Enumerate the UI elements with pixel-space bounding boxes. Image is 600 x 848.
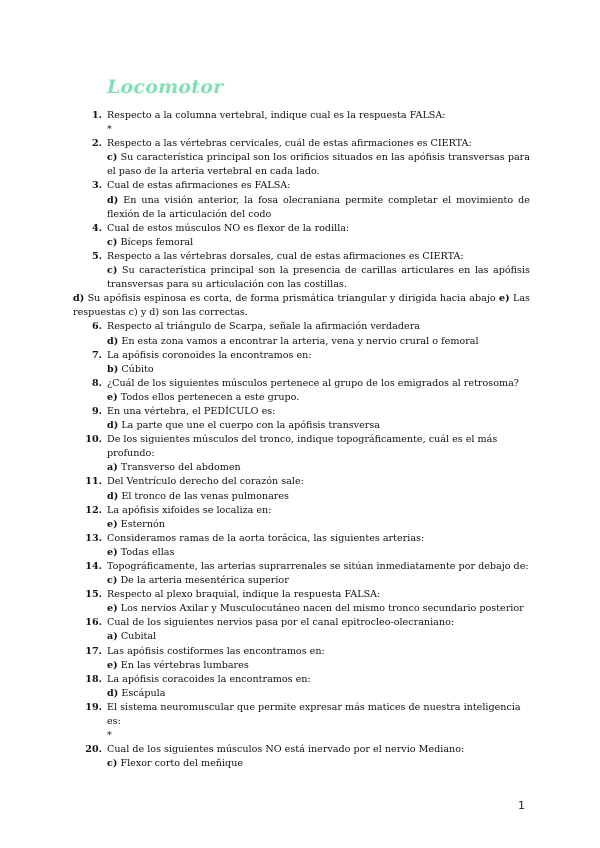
answer-letter: a) bbox=[107, 631, 118, 643]
question-item bbox=[0, 320, 600, 348]
answer bbox=[107, 687, 530, 701]
question-text: La apófisis xifoides se localiza en: bbox=[107, 504, 272, 516]
question-item bbox=[0, 532, 600, 560]
question-number: 1. bbox=[91, 110, 102, 121]
answer bbox=[107, 630, 530, 644]
answer bbox=[107, 574, 530, 588]
answer-letter: e) bbox=[107, 546, 118, 558]
answer-text: Cubital bbox=[120, 631, 157, 643]
question-text: Respecto al plexo braquial, indique la respuesta FALSA: bbox=[107, 589, 381, 601]
answer-letter: d) bbox=[107, 335, 119, 347]
answer-text: Esternón bbox=[120, 518, 165, 530]
answer-text: De la arteria mesentérica superior bbox=[120, 575, 289, 587]
question-number: 14. bbox=[85, 561, 102, 572]
question-text: Topográficamente, las arterias suprarrenales se sitúan inmediatamente por debajo de: bbox=[107, 561, 529, 572]
question-number: 7. bbox=[91, 349, 102, 361]
question-number: 4. bbox=[91, 222, 102, 234]
question-number: 17. bbox=[85, 645, 102, 657]
answer-text: * bbox=[107, 730, 112, 742]
answer-text: Su apófisis espinosa es corta, de forma prismática triangular y dirigida hacia abajo bbox=[87, 293, 496, 305]
question-text: ¿Cuál de los siguientes músculos pertenece al grupo de los emigrados al retrosoma? bbox=[107, 377, 519, 389]
question-number: 5. bbox=[91, 250, 102, 262]
question-text: Respecto a las vértebras dorsales, cual de estas afirmaciones es CIERTA: bbox=[107, 250, 464, 262]
question-item bbox=[0, 433, 600, 475]
question-number: 20. bbox=[85, 744, 102, 756]
answer-letter: c) bbox=[107, 758, 118, 770]
question-number: 8. bbox=[91, 377, 102, 389]
question-number: 16. bbox=[85, 617, 102, 629]
question-text: El sistema neuromuscular que permite expresar más matices de nuestra inteligencia es: bbox=[107, 701, 521, 728]
question-text: Cual de estos músculos NO es flexor de la rodilla: bbox=[107, 222, 350, 234]
question-number: 6. bbox=[91, 321, 102, 333]
answer-letter: c) bbox=[107, 265, 118, 277]
answer-text: * bbox=[107, 124, 112, 136]
answer-text: Su característica principal son la presencia de carillas articulares en las apófisis transversas para su articulación con las costillas. bbox=[107, 265, 530, 291]
answer-text: En las vértebras lumbares bbox=[120, 659, 249, 671]
question-text: Cual de los siguientes músculos NO está inervado por el nervio Mediano: bbox=[107, 744, 465, 756]
question-item bbox=[0, 250, 600, 320]
answer-letter: c) bbox=[107, 236, 118, 248]
answer bbox=[107, 659, 530, 673]
question-number: 10. bbox=[85, 434, 102, 446]
answer-letter: e) bbox=[107, 391, 118, 403]
question-number: 18. bbox=[85, 673, 102, 685]
answer bbox=[107, 518, 530, 532]
question-item bbox=[0, 109, 600, 137]
answer-letter: e) bbox=[107, 659, 118, 671]
question-item bbox=[0, 179, 600, 221]
question-item bbox=[0, 349, 600, 377]
answer-text: El tronco de las venas pulmonares bbox=[121, 490, 289, 502]
answer bbox=[107, 546, 530, 560]
question-item bbox=[0, 588, 600, 616]
answer-letter: b) bbox=[107, 363, 119, 375]
answer-letter: a) bbox=[107, 462, 118, 474]
question-text: Respecto a las vértebras cervicales, cuál de estas afirmaciones es CIERTA: bbox=[107, 138, 472, 150]
question-item bbox=[0, 645, 600, 673]
answer-letter: e) bbox=[498, 293, 510, 305]
answer bbox=[107, 236, 530, 250]
answer bbox=[107, 151, 530, 179]
answer bbox=[107, 602, 530, 616]
question-number: 13. bbox=[85, 532, 102, 544]
answer-text: Todos ellos pertenecen a este grupo. bbox=[120, 391, 300, 403]
question-item bbox=[0, 673, 600, 701]
question-text: Cual de estas afirmaciones es FALSA: bbox=[107, 180, 291, 192]
answer-text: La parte que une el cuerpo con la apófisis transversa bbox=[121, 420, 380, 432]
answer-letter: d) bbox=[107, 687, 119, 699]
answer bbox=[107, 461, 530, 475]
answer-letter: e) bbox=[107, 603, 118, 615]
answer bbox=[107, 490, 530, 504]
answer-letter: d) bbox=[73, 293, 85, 305]
question-item bbox=[0, 616, 600, 644]
answer-text: Bíceps femoral bbox=[120, 236, 194, 248]
answer-text: En una visión anterior, la fosa olecraniana permite completar el movimiento de flexión de la articulación del codo bbox=[107, 194, 530, 220]
answer-letter: d) bbox=[107, 490, 119, 502]
question-number: 3. bbox=[91, 180, 102, 192]
question-text: Respecto a la columna vertebral, indique cual es la respuesta FALSA: bbox=[107, 110, 446, 121]
question-text: Respecto al triángulo de Scarpa, señale la afirmación verdadera bbox=[107, 321, 421, 333]
answer-text: Las respuestas c) y d) son las correctas. bbox=[73, 293, 530, 319]
question-item bbox=[0, 137, 600, 179]
question-item bbox=[0, 222, 600, 250]
question-number: 12. bbox=[85, 504, 102, 516]
question-text: Las apófisis costiformes las encontramos en: bbox=[107, 645, 325, 657]
question-number: 19. bbox=[85, 701, 102, 713]
answer bbox=[107, 335, 530, 349]
answer-letter: c) bbox=[107, 575, 118, 587]
answer-text: Todas ellas bbox=[120, 546, 175, 558]
answer bbox=[107, 419, 530, 433]
answer-text: Su característica principal son los orificios situados en las apófisis transversas para el paso de la arteria vertebral en cada lado. bbox=[107, 152, 530, 178]
answer-text: Flexor corto del meñique bbox=[120, 758, 244, 770]
question-text: La apófisis coronoides la encontramos en: bbox=[107, 349, 312, 361]
answer-continuation bbox=[73, 292, 530, 320]
page-number: 1 bbox=[518, 799, 525, 812]
answer-letter: d) bbox=[107, 420, 119, 432]
question-item bbox=[0, 405, 600, 433]
page-title: Locomotor bbox=[107, 76, 224, 98]
question-text: En una vértebra, el PEDÍCULO es: bbox=[107, 405, 276, 417]
answer bbox=[107, 757, 530, 771]
answer bbox=[73, 264, 530, 320]
answer bbox=[107, 363, 530, 377]
question-number: 9. bbox=[91, 405, 102, 417]
question-item bbox=[0, 743, 600, 771]
answer-text: Escápula bbox=[121, 687, 166, 699]
question-number: 11. bbox=[85, 476, 102, 488]
question-item bbox=[0, 475, 600, 503]
answer bbox=[107, 391, 530, 405]
question-text: De los siguientes músculos del tronco, indique topográficamente, cuál es el más profundo: bbox=[107, 434, 498, 460]
question-text: Del Ventrículo derecho del corazón sale: bbox=[107, 476, 304, 488]
answer-letter: e) bbox=[107, 518, 118, 530]
answer-text: Transverso del abdomen bbox=[120, 462, 241, 474]
answer-text: Cúbito bbox=[121, 363, 154, 375]
answer-text: En esta zona vamos a encontrar la arteria, vena y nervio crural o femoral bbox=[121, 335, 479, 347]
answer-letter: c) bbox=[107, 152, 118, 164]
question-item bbox=[0, 377, 600, 405]
question-text: La apófisis coracoides la encontramos en: bbox=[107, 673, 311, 685]
answer-letter: d) bbox=[107, 194, 119, 206]
answer bbox=[107, 194, 530, 222]
question-item bbox=[0, 701, 600, 743]
question-item bbox=[0, 560, 600, 588]
question-list bbox=[0, 109, 600, 771]
question-item bbox=[0, 504, 600, 532]
question-number: 15. bbox=[85, 589, 102, 601]
answer-text: Los nervios Axilar y Musculocutáneo nacen del mismo tronco secundario posterior bbox=[120, 603, 524, 615]
question-text: Cual de los siguientes nervios pasa por el canal epitrocleo-olecraniano: bbox=[107, 617, 455, 629]
question-number: 2. bbox=[91, 138, 102, 150]
question-text: Consideramos ramas de la aorta torácica, las siguientes arterias: bbox=[107, 532, 425, 544]
